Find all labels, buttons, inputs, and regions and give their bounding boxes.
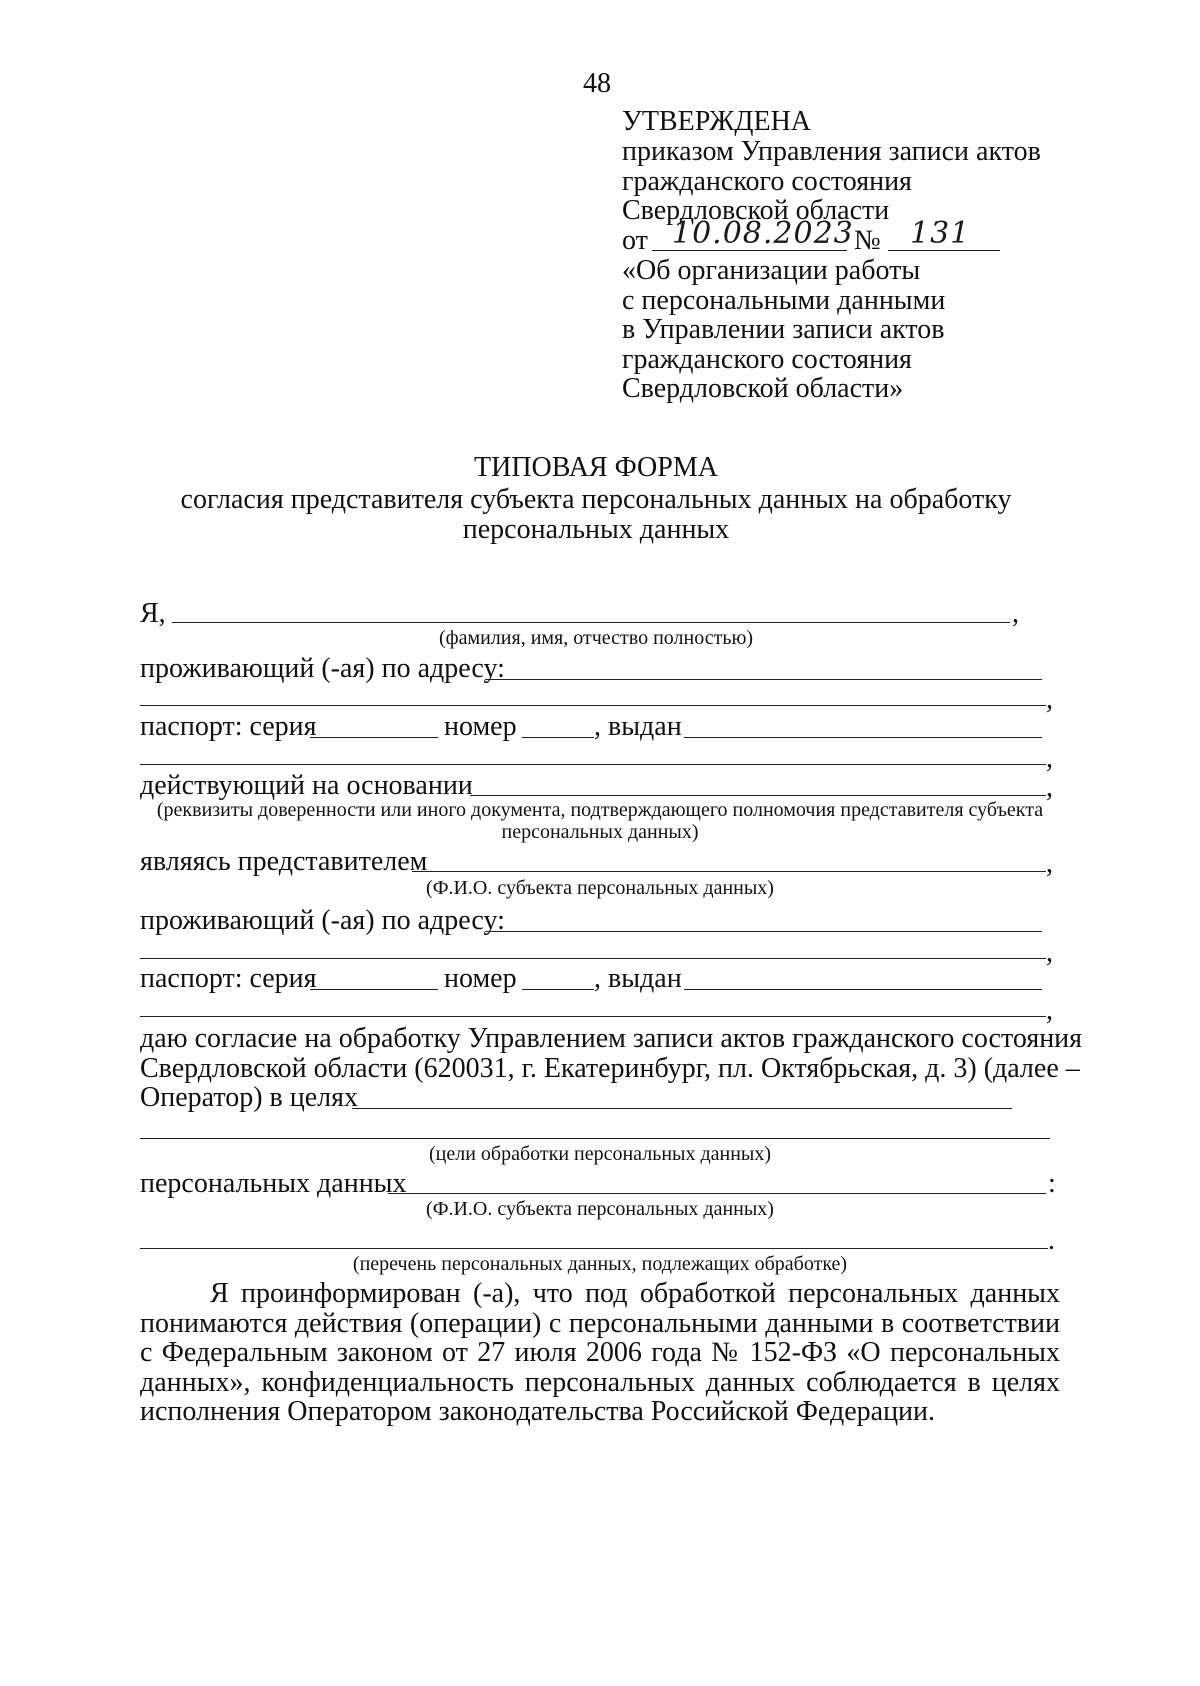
fio-hint: (фамилия, имя, отчество полностью): [438, 627, 754, 649]
approval-date-handwritten: 10.08.2023: [672, 216, 854, 251]
subject-address-label: проживающий (-ая) по адресу:: [140, 905, 505, 936]
address-label: проживающий (-ая) по адресу:: [140, 653, 505, 684]
approval-line: Свердловской области: [622, 195, 890, 226]
informed-line: данных», конфиденциальность персональных данных соблюдается в целях: [140, 1367, 1060, 1398]
fio-input-line[interactable]: [172, 622, 1010, 623]
approval-line: приказом Управления записи актов: [622, 136, 1041, 167]
personal-data-fio-hint: (Ф.И.О. субъекта персональных данных): [426, 1198, 774, 1220]
consent-line: даю согласие на обработку Управлением записи актов гражданского состояния: [140, 1023, 1083, 1054]
address-input-line[interactable]: [485, 679, 1042, 680]
passport-number-input-line[interactable]: [522, 737, 594, 738]
subject-address-input-line[interactable]: [485, 931, 1042, 932]
informed-line: Я проинформирован (-а), что под обработкой персональных данных: [210, 1278, 1060, 1309]
approval-subject-line: гражданского состояния: [622, 344, 912, 375]
form-subtitle: согласия представителя субъекта персональных данных на обработку: [180, 484, 1012, 515]
approval-subject-line: Свердловской области»: [622, 373, 904, 404]
comma: ,: [1046, 848, 1053, 879]
comma: ,: [1046, 995, 1053, 1026]
form-subtitle: персональных данных: [462, 514, 730, 545]
purpose-hint: (цели обработки персональных данных): [428, 1143, 772, 1165]
comma: ,: [1046, 684, 1053, 715]
acting-hint: персональных данных): [501, 821, 699, 843]
consent-line: Оператор) в целях: [140, 1082, 359, 1113]
subject-passport-issued-input-line[interactable]: [684, 989, 1042, 990]
colon: :: [1048, 1168, 1056, 1199]
subject-fio-hint: (Ф.И.О. субъекта персональных данных): [426, 877, 774, 899]
subject-passport-issued-label: , выдан: [594, 963, 682, 994]
personal-data-input-line[interactable]: [388, 1193, 1046, 1194]
form-title: ТИПОВАЯ ФОРМА: [474, 452, 718, 483]
approval-line: гражданского состояния: [622, 166, 912, 197]
i-label: Я,: [140, 598, 166, 629]
consent-line: Свердловской области (620031, г. Екатеринбург, пл. Октябрьская, д. 3) (далее –: [140, 1053, 1080, 1084]
acting-label: действующий на основании: [140, 770, 473, 801]
approval-subject-line: «Об организации работы: [622, 255, 921, 286]
passport-number-label: номер: [444, 711, 517, 742]
personal-data-list-input-line[interactable]: [140, 1248, 1048, 1249]
informed-line: с Федеральным законом от 27 июля 2006 года № 152-ФЗ «О персональных: [140, 1337, 1060, 1368]
subject-passport-series-label: паспорт: серия: [140, 963, 317, 994]
passport-series-input-line[interactable]: [310, 737, 438, 738]
passport-series-label: паспорт: серия: [140, 711, 317, 742]
subject-passport-issued-input-line-2[interactable]: [140, 1016, 1046, 1017]
purpose-input-line[interactable]: [352, 1108, 1012, 1109]
purpose-input-line-2[interactable]: [140, 1138, 1050, 1139]
representative-input-line[interactable]: [412, 871, 1046, 872]
comma: ,: [1012, 598, 1019, 629]
approval-number-handwritten: 131: [910, 216, 971, 251]
comma: ,: [1046, 937, 1053, 968]
representative-label: являясь представителем: [140, 846, 428, 877]
informed-line: понимаются действия (операции) с персональными данными в соответствии: [140, 1308, 1060, 1339]
acting-input-line[interactable]: [470, 795, 1046, 796]
address-input-line-2[interactable]: [140, 705, 1046, 706]
approval-subject-line: с персональными данными: [622, 285, 946, 316]
list-hint: (перечень персональных данных, подлежащих обработке): [352, 1253, 848, 1275]
subject-passport-series-input-line[interactable]: [310, 989, 438, 990]
informed-line: исполнения Оператором законодательства Российской Федерации.: [140, 1396, 936, 1427]
approval-from-prefix: от: [622, 225, 648, 256]
period: .: [1048, 1225, 1055, 1256]
subject-address-input-line-2[interactable]: [140, 958, 1046, 959]
personal-data-label: персональных данных: [140, 1168, 407, 1199]
approval-subject-line: в Управлении записи актов: [622, 314, 945, 345]
approval-title: УТВЕРЖДЕНА: [622, 106, 812, 137]
comma: ,: [1046, 772, 1053, 803]
passport-issued-input-line[interactable]: [684, 737, 1042, 738]
passport-issued-label: , выдан: [594, 711, 682, 742]
subject-passport-number-label: номер: [444, 963, 517, 994]
subject-passport-number-input-line[interactable]: [522, 989, 594, 990]
approval-number-prefix: №: [854, 225, 881, 256]
comma: ,: [1046, 743, 1053, 774]
passport-issued-input-line-2[interactable]: [140, 764, 1046, 765]
page-number: 48: [583, 68, 611, 99]
acting-hint: (реквизиты доверенности или иного документа, подтверждающего полномочия представителя субъекта: [156, 799, 1044, 821]
